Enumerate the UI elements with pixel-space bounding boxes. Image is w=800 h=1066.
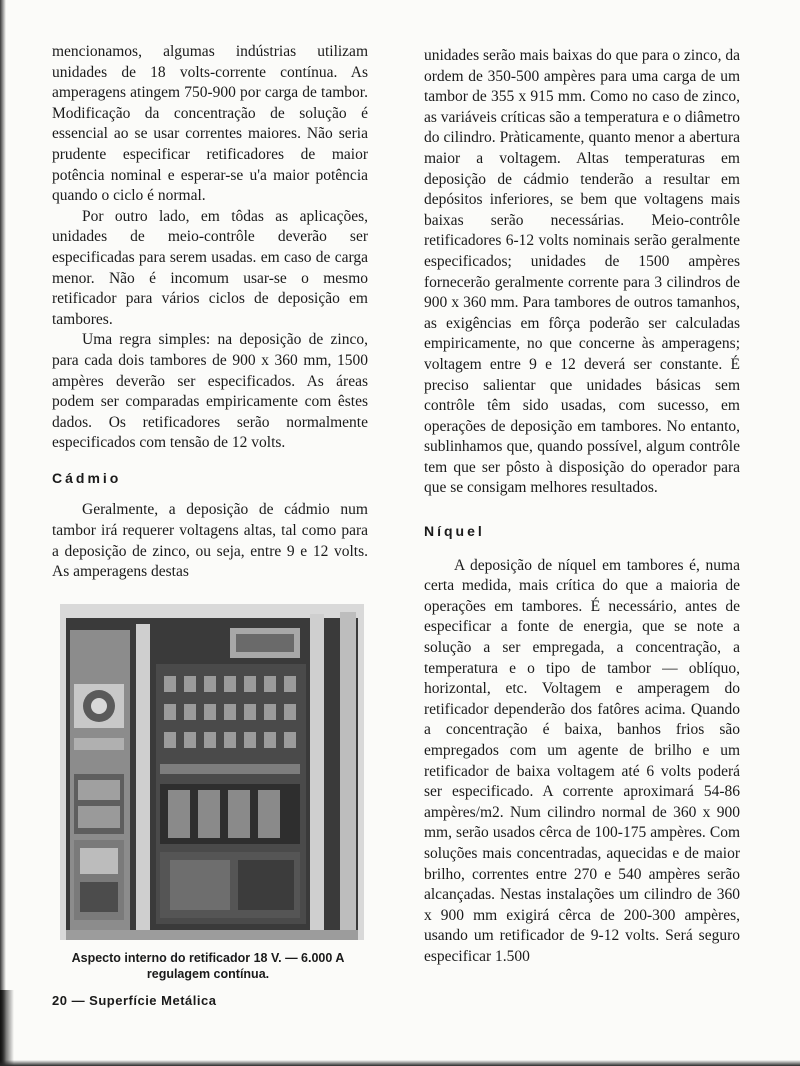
page-footer: 20 — Superfície Metálica [52,993,217,1008]
left-column [52,42,368,583]
section-heading-niquel: Níquel [424,523,485,540]
figure-caption [40,950,376,982]
paragraph: mencionamos, algumas indústrias utilizam unidades de 18 volts-corrente contínua. As amperagens atingem 750-900 por carga de tambor. Modificação da concentração de solução é essencial ao se usar correntes maiores. Não seria prudente especificar retificadores de maior potência nominal e esperar-se u'a maior potência quando o ciclo é normal. [52,43,368,205]
caption-line: regulagem contínua. [146,967,270,981]
paragraph: Por outro lado, em tôdas as aplicações, unidades de meio-contrôle deverão ser especificadas para serem usadas. em caso de carga menor. Não é incomum usar-se o mesmo retificador para vários ciclos de deposição em tambores. [52,207,368,328]
paragraph: Geralmente, a deposição de cádmio num tambor irá requerer voltagens altas, tal como para a deposição de zinco, ou seja, entre 9 e 12 volts. As amperagens destas [52,501,368,581]
paragraph: Uma regra simples: na deposição de zinco, para cada dois tambores de 900 x 360 mm, 1500 ampères deverão ser especificados. As áreas podem ser comparadas empiricamente com êstes dados. Os retificadores serão normalmente especificados com tensão de 12 volts. [52,331,368,452]
right-column [424,46,740,968]
scan-edge [0,990,14,1066]
scan-edge [0,0,6,1066]
section-heading-cadmio: Cádmio [52,469,122,486]
scan-edge [0,1060,800,1066]
paragraph: A deposição de níquel em tambores é, numa certa medida, mais crítica do que a maioria de operações em tambores. É necessário, antes de especificar a fonte de energia, que se note a solução a ser empregada, a concentração, a temperatura e o tipo de tambor — oblíquo, horizontal, etc. Voltagem e amperagem do retificador dependerão dos fatôres acima. Quando a concentração é baixa, banhos frios são empregados com um agente de brilho e um retificador de baixa voltagem até 6 volts poderá ser especificado. A corrente aproximará 54-86 ampères/m2. Num cilindro normal de 360 x 900 mm, serão usados cêrca de 100-175 ampères. Com soluções mais concentradas, aquecidas e de maior brilho, correntes entre 270 e 540 ampères serão alcançadas. Nestas instalações um cilindro de 360 x 900 mm exigirá cêrca de 200-300 ampères, usando um retificador de 9-12 volts. Será seguro especificar 1.500 [424,556,740,965]
rectifier-photo [60,604,364,940]
paragraph: unidades serão mais baixas do que para o zinco, da ordem de 350-500 ampères para uma carga de um tambor de 355 x 915 mm. Como no caso de zinco, as variáveis críticas são a temperatura e o diâmetro do cilindro. Pràticamente, quanto menor a abertura maior a voltagem. Altas temperaturas em deposição de cádmio tenderão a resultar em depósitos inferiores, se bem que voltagens mais baixas serão necessárias. Meio-contrôle retificadores 6-12 volts nominais serão geralmente especificados; unidades de 1500 ampères fornecerão geralmente corrente para 3 cilindros de 900 x 360 mm. Para tambores de outros tamanhos, as exigências em fôrça poderão ser calculadas empiricamente, no que concerne às amperagens; voltagem entre 9 e 12 deverá ser constante. É preciso salientar que unidades básicas sem contrôle têm sido usadas, com sucesso, em operações de deposição em tambores. No entanto, sublinhamos que, quando possível, algum contrôle tem que ser pôsto à disposição do operador para que se consigam melhores resultados. [424,47,740,497]
caption-line: Aspecto interno do retificador 18 V. — 6.000 A [71,951,345,965]
